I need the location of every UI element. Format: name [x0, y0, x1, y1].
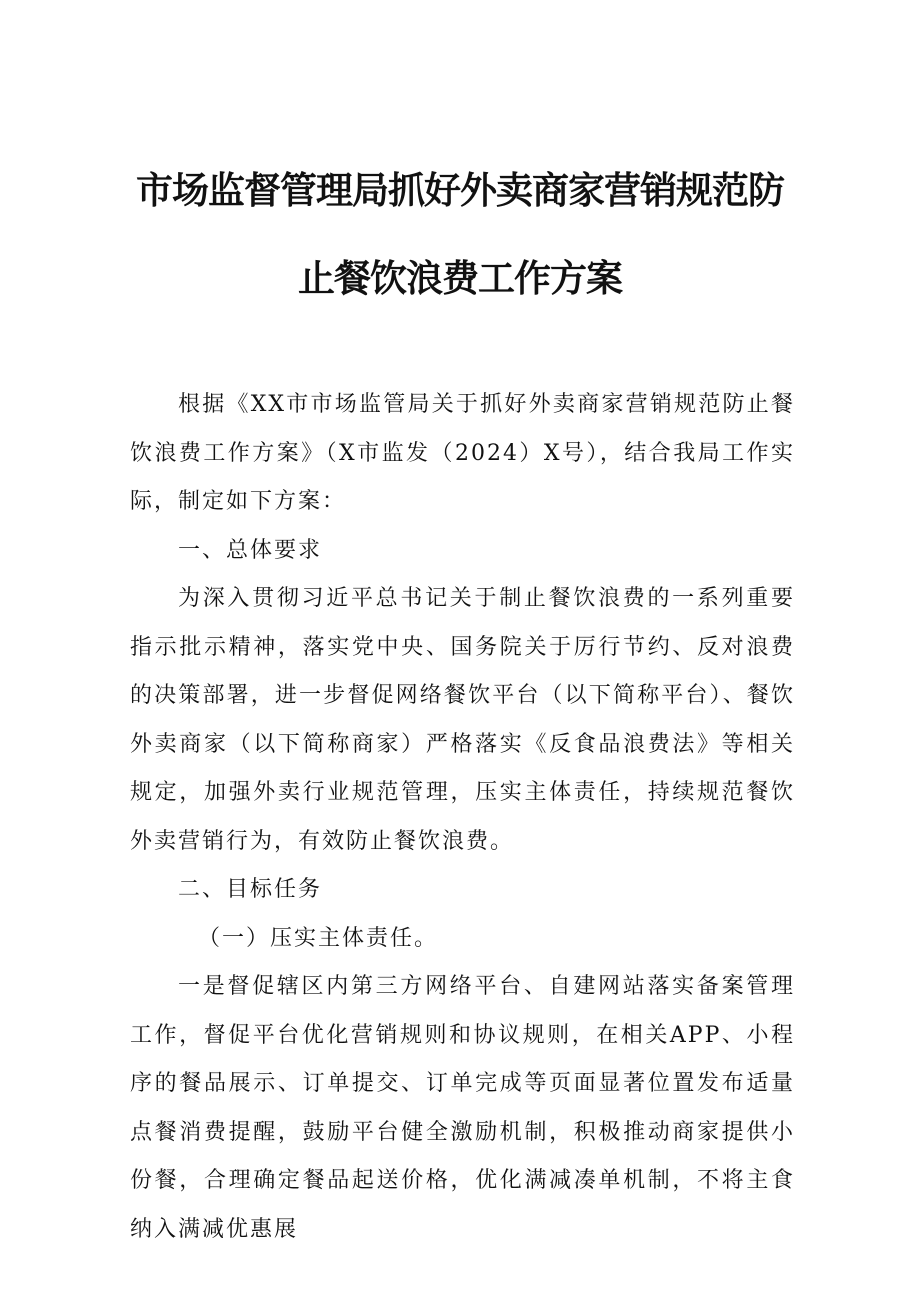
document-title-line-2: 止餐饮浪费工作方案 [298, 257, 622, 300]
document-body [130, 381, 795, 1254]
section-2-heading: 二、目标任务 [178, 877, 323, 902]
section-1-paragraph: 为深入贯彻习近平总书记关于制止餐饮浪费的一系列重要指示批示精神，落实党中央、国务院关于厉行节约、反对浪费的决策部署，进一步督促网络餐饮平台（以下简称平台）、餐饮外卖商家（以下简称商家）严格落实《反食品浪费法》等相关规定，加强外卖行业规范管理，压实主体责任，持续规范餐饮外卖营销行为，有效防止餐饮浪费。 [130, 586, 795, 854]
subsection-1-paragraph: 一是督促辖区内第三方网络平台、自建网站落实备案管理工作，督促平台优化营销规则和协议规则，在相关APP、小程序的餐品展示、订单提交、订单完成等页面显著位置发布适量点餐消费提醒，鼓励平台健全激励机制，积极推动商家提供小份餐，合理确定餐品起送价格，优化满减凑单机制，不将主食纳入满减优惠展 [130, 974, 795, 1242]
intro-paragraph: 根据《XX市市场监管局关于抓好外卖商家营销规范防止餐饮浪费工作方案》（X市监发（2024）X号），结合我局工作实际，制定如下方案： [130, 392, 795, 514]
section-1-heading: 一、总体要求 [178, 537, 323, 563]
subsection-1-heading: （一）压实主体责任。 [198, 925, 439, 951]
document-title-line-1: 市场监督管理局抓好外卖商家营销规范防 [136, 169, 784, 212]
